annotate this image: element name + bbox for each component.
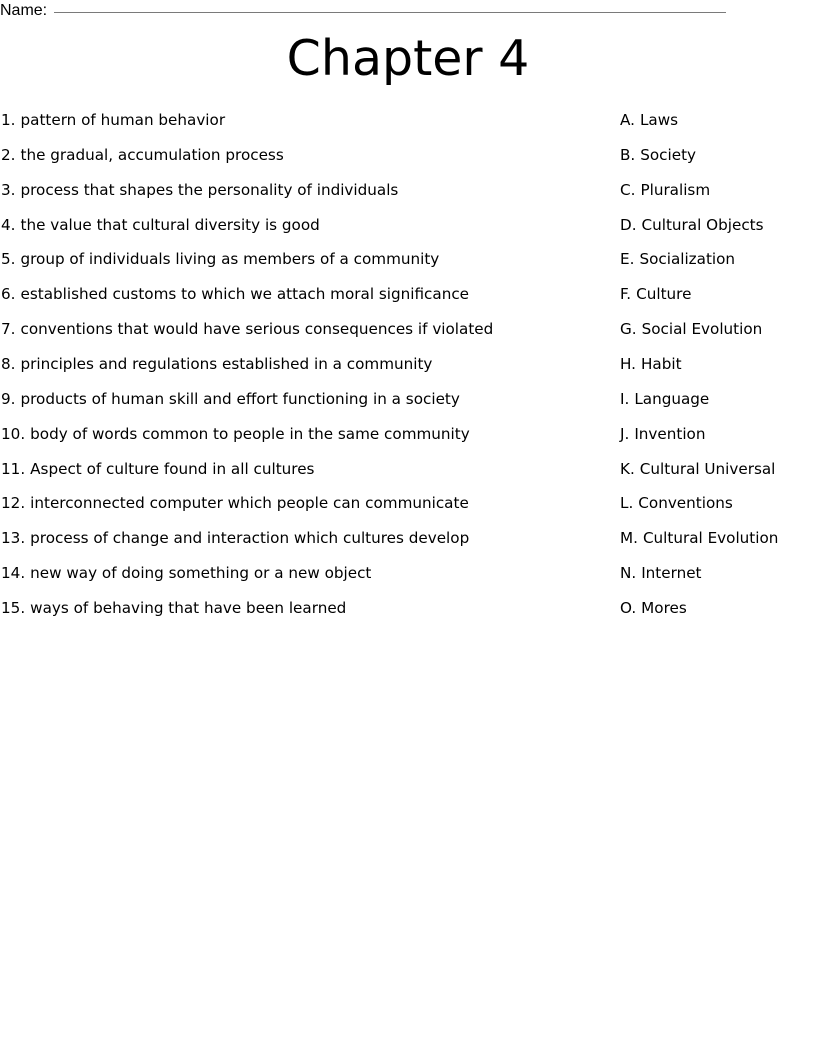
prompt-number: 4. [1,215,16,234]
option-text: Cultural Evolution [642,529,779,548]
option-text: Socialization [639,250,736,269]
prompt-number: 15. [1,599,26,618]
matching-exercise [0,108,816,631]
answer-option[interactable] [620,526,816,550]
prompt-item[interactable] [1,596,601,620]
prompt-text: interconnected computer which people can communicate [30,494,469,513]
answer-option[interactable] [620,178,816,202]
name-write-in-line[interactable] [54,12,726,13]
option-text: Culture [636,285,692,304]
option-text: Invention [634,424,706,443]
name-label: Name: [0,2,48,19]
matching-row [0,178,816,213]
prompt-item[interactable] [1,108,601,132]
prompt-number: 13. [1,529,26,548]
option-letter: F. [620,285,632,304]
prompt-number: 7. [1,320,16,339]
option-text: Mores [641,599,687,618]
prompt-number: 8. [1,355,16,374]
prompt-item[interactable] [1,143,601,167]
matching-row [0,317,816,352]
page-title: Chapter 4 [286,30,530,87]
matching-row [0,143,816,178]
prompt-text: the gradual, accumulation process [20,145,284,164]
answer-option[interactable] [620,352,816,376]
option-letter: N. [620,564,637,583]
answer-option[interactable] [620,491,816,515]
option-text: Laws [639,111,679,129]
prompt-number: 9. [1,389,16,408]
matching-row [0,491,816,526]
answer-option[interactable] [620,108,816,132]
prompt-text: Aspect of culture found in all cultures [30,459,315,478]
prompt-item[interactable] [1,178,601,202]
answer-option[interactable] [620,213,816,237]
option-letter: J. [620,424,630,443]
answer-option[interactable] [620,317,816,341]
prompt-item[interactable] [1,247,601,271]
prompt-text: products of human skill and effort functioning in a society [20,389,460,408]
matching-row [0,561,816,596]
option-letter: O. [620,599,637,618]
matching-row [0,352,816,387]
matching-row [0,387,816,422]
option-text: Social Evolution [641,320,763,339]
option-text: Cultural Objects [641,215,764,234]
prompt-item[interactable] [1,561,601,585]
answer-option[interactable] [620,457,816,481]
name-field-row [0,0,800,22]
matching-row [0,457,816,492]
prompt-item[interactable] [1,317,601,341]
option-text: Society [640,145,697,164]
prompt-number: 2. [1,145,16,164]
prompt-number: 12. [1,494,26,513]
answer-option[interactable] [620,143,816,167]
prompt-text: established customs to which we attach moral significance [20,285,470,304]
option-letter: L. [620,494,634,513]
option-letter: B. [620,145,636,164]
option-letter: A. [620,111,635,129]
prompt-item[interactable] [1,422,601,446]
prompt-item[interactable] [1,387,601,411]
prompt-item[interactable] [1,213,601,237]
answer-option[interactable] [620,387,816,411]
prompt-text: group of individuals living as members of a community [20,250,440,269]
matching-row [0,108,816,143]
prompt-number: 5. [1,250,16,269]
matching-row [0,213,816,248]
option-letter: K. [620,459,635,478]
prompt-text: process that shapes the personality of individuals [20,180,399,199]
prompt-text: the value that cultural diversity is good [20,215,320,234]
matching-row [0,422,816,457]
prompt-text: ways of behaving that have been learned [30,599,347,618]
prompt-text: conventions that would have serious consequences if violated [20,320,494,339]
answer-option[interactable] [620,247,816,271]
option-letter: H. [620,355,636,374]
prompt-text: new way of doing something or a new object [30,564,372,583]
prompt-number: 14. [1,564,26,583]
prompt-number: 6. [1,285,16,304]
matching-row [0,247,816,282]
answer-option[interactable] [620,561,816,585]
matching-row [0,282,816,317]
answer-option[interactable] [620,422,816,446]
prompt-item[interactable] [1,526,601,550]
prompt-text: body of words common to people in the same community [30,424,470,443]
option-letter: G. [620,320,637,339]
matching-row [0,526,816,561]
matching-row [0,596,816,631]
option-letter: I. [620,389,630,408]
prompt-text: process of change and interaction which cultures develop [30,529,470,548]
option-text: Pluralism [640,180,711,199]
prompt-number: 3. [1,180,16,199]
option-letter: E. [620,250,635,269]
option-text: Habit [640,355,682,374]
prompt-item[interactable] [1,352,601,376]
option-text: Language [634,389,710,408]
answer-option[interactable] [620,282,816,306]
prompt-item[interactable] [1,491,601,515]
prompt-number: 1. [1,111,16,129]
prompt-number: 11. [1,459,26,478]
option-text: Conventions [638,494,733,513]
option-text: Internet [641,564,702,583]
prompt-number: 10. [1,424,26,443]
option-letter: C. [620,180,636,199]
prompt-item[interactable] [1,282,601,306]
prompt-text: pattern of human behavior [20,111,226,129]
prompt-item[interactable] [1,457,601,481]
option-letter: M. [620,529,638,548]
answer-option[interactable] [620,596,816,620]
prompt-text: principles and regulations established in a community [20,355,433,374]
option-letter: D. [620,215,637,234]
option-text: Cultural Universal [639,459,776,478]
